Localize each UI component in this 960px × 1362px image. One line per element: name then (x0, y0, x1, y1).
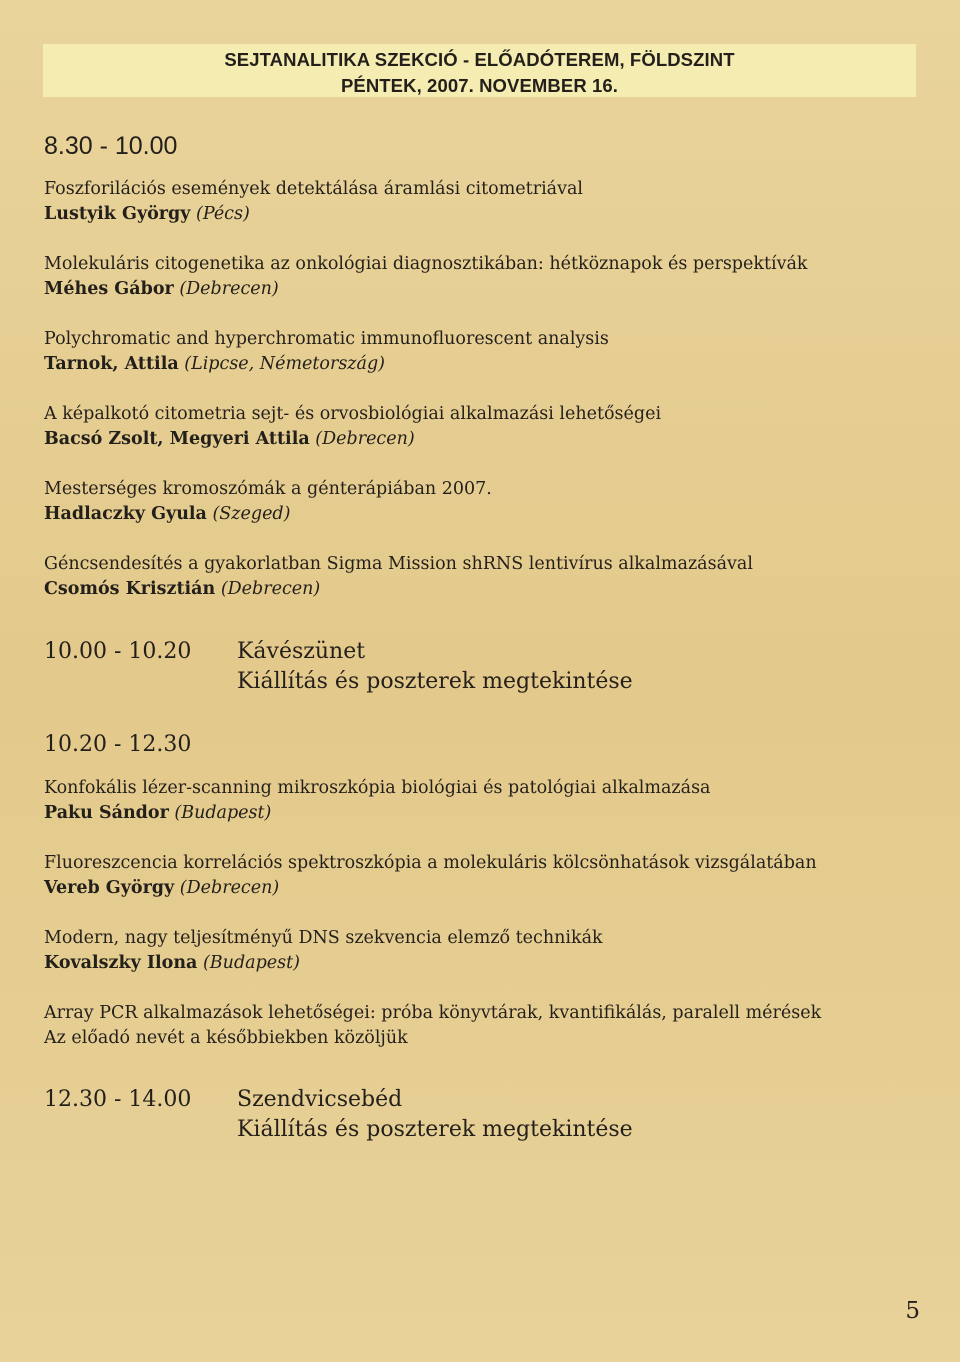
speaker-affiliation: (Pécs) (196, 204, 250, 224)
speaker-affiliation: (Szeged) (212, 504, 291, 524)
talk-5 (44, 477, 492, 527)
talk-speaker (44, 202, 583, 227)
header-line-2: PÉNTEK, 2007. NOVEMBER 16. (340, 75, 619, 96)
speaker-name: Hadlaczky Gyula (44, 504, 207, 524)
talk-title: Géncsendesítés a gyakorlatban Sigma Mission shRNS lentivírus alkalmazásával (44, 554, 753, 574)
talk-speaker (44, 352, 609, 377)
speaker-affiliation: (Debrecen) (220, 579, 321, 599)
talk-10 (44, 1001, 821, 1051)
talk-6 (44, 552, 753, 602)
break-2-time: 12.30 - 14.00 (44, 1087, 192, 1112)
talk-1 (44, 177, 583, 227)
talk-title: Modern, nagy teljesítményű DNS szekvencia elemző technikák (44, 928, 603, 948)
speaker-affiliation: (Budapest) (202, 953, 300, 973)
talk-2 (44, 252, 808, 302)
talk-speaker (44, 577, 753, 602)
speaker-name: Kovalszky Ilona (44, 953, 198, 973)
speaker-name: Tarnok, Attila (44, 354, 179, 374)
speaker-name: Csomós Krisztián (44, 579, 216, 599)
talk-title: Foszforilációs események detektálása áramlási citometriával (44, 179, 584, 199)
speaker-name: Vereb György (44, 878, 175, 898)
talk-speaker (44, 951, 603, 976)
talk-title: Array PCR alkalmazások lehetőségei: próba könyvtárak, kvantifikálás, paralell mérések (44, 1003, 822, 1023)
speaker-affiliation: (Lipcse, Németország) (184, 354, 385, 374)
talk-9 (44, 926, 603, 976)
break-2-label: Szendvicsebéd (237, 1087, 403, 1112)
break-2-exhibit: Kiállítás és poszterek megtekintése (237, 1117, 633, 1142)
talk-speaker (44, 277, 808, 302)
break-1-time: 10.00 - 10.20 (44, 639, 192, 664)
page-number: 5 (905, 1298, 920, 1324)
speaker-affiliation: (Debrecen) (315, 429, 415, 449)
section-header (43, 44, 916, 97)
break-1-exhibit: Kiállítás és poszterek megtekintése (237, 669, 633, 694)
header-line-1: SEJTANALITIKA SZEKCIÓ - ELŐADÓTEREM, FÖLDSZINT (224, 49, 735, 70)
talk-speaker (44, 427, 661, 452)
talk-title: Molekuláris citogenetika az onkológiai diagnosztikában: hétköznapok és perspektívák (44, 254, 808, 274)
talk-title: Polychromatic and hyperchromatic immunofluorescent analysis (44, 329, 609, 349)
speaker-affiliation: (Debrecen) (179, 878, 280, 898)
talk-title: Fluoreszcencia korrelációs spektroszkópia a molekuláris kölcsönhatások vizsgálatában (44, 853, 817, 873)
speaker-name: Méhes Gábor (44, 279, 174, 299)
speaker-affiliation: (Debrecen) (179, 279, 279, 299)
talk-3 (44, 327, 609, 377)
talk-4 (44, 402, 661, 452)
speaker-name: Paku Sándor (44, 803, 169, 823)
talk-title: Konfokális lézer-scanning mikroszkópia biológiai és patológiai alkalmazása (44, 778, 711, 798)
talk-speaker-note: Az előadó nevét a későbbiekben közöljük (44, 1028, 408, 1048)
break-1-label: Kávészünet (237, 639, 366, 664)
talk-7 (44, 776, 710, 826)
session-2-time: 10.20 - 12.30 (44, 732, 192, 757)
talk-speaker (44, 876, 817, 901)
talk-speaker (44, 502, 492, 527)
speaker-affiliation: (Budapest) (174, 803, 272, 823)
speaker-name: Bacsó Zsolt, Megyeri Attila (44, 429, 310, 449)
talk-speaker (44, 801, 710, 826)
speaker-name: Lustyik György (44, 204, 191, 224)
talk-title: A képalkotó citometria sejt- és orvosbiológiai alkalmazási lehetőségei (44, 404, 662, 424)
session-1-time: 8.30 - 10.00 (44, 132, 178, 160)
talk-title: Mesterséges kromoszómák a génterápiában 2007. (44, 479, 492, 499)
talk-8 (44, 851, 817, 901)
